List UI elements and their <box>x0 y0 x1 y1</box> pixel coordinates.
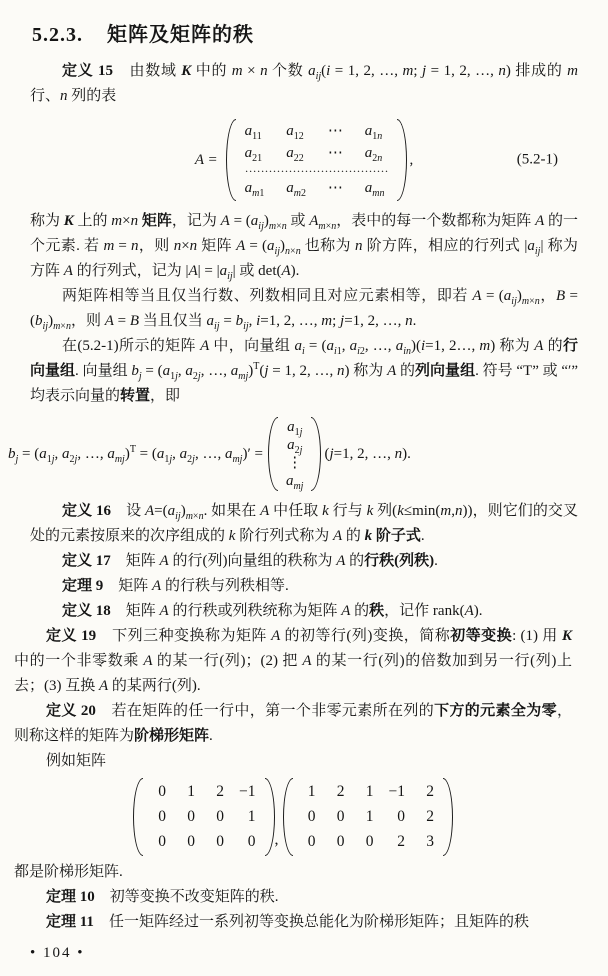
left-paren <box>268 417 278 491</box>
matrix-cell: ⋯ <box>327 123 343 139</box>
matrix-cell: 0 <box>365 833 374 850</box>
section-title: 矩阵及矩阵的秩 <box>107 24 254 46</box>
matrix-separator-comma: , <box>274 831 279 848</box>
matrix-cell: −1 <box>239 783 256 800</box>
matrix-cell: 0 <box>336 808 345 825</box>
matrix-cell: $a_{12}$ <box>286 123 304 142</box>
matrix-a-lhs: A = <box>194 151 218 168</box>
matrix-cell: 0 <box>187 833 195 850</box>
matrix-cell: 0 <box>216 833 224 850</box>
matrix-cell: $a_{1n}$ <box>364 123 383 142</box>
matrix-cell: 0 <box>336 833 345 850</box>
example-matrices <box>14 777 572 857</box>
lower-page-block <box>14 624 572 935</box>
matrix-cell: 0 <box>247 833 256 850</box>
column-vector-body <box>281 417 309 491</box>
matrix-cell: $a_{m1}$ <box>244 180 265 199</box>
matrix-cell: $a_{11}$ <box>244 123 262 142</box>
matrix-cell: 1 <box>187 783 195 800</box>
matrix-cell: 3 <box>426 833 434 850</box>
page-number: • 104 • <box>30 945 85 961</box>
matrix-cell: 0 <box>158 833 166 850</box>
paragraph-example-outro: 都是阶梯形矩阵. <box>14 864 123 880</box>
matrix-cell: 1 <box>307 783 316 800</box>
paragraph-matrix-naming: 称为 K 上的 m×n 矩阵，记为 $A = (a_{ij})_{m\times n}$ 或 $A_{m\times n}$，表中的每一个数都称为矩阵 A 的一个元素. 若 m = n，则 n×n 矩阵 $A = (a_{ij})_{n\times n}$ 也称为 n 阶方阵，相应的行列式 $|a_{ij}|$ 称为方阵 A 的行列式，记为 $|A| = |a_{ij}|$ 或 det(A). <box>30 213 578 282</box>
echelon-matrix-1 <box>133 778 275 856</box>
left-paren <box>283 778 293 856</box>
right-paren <box>311 417 321 491</box>
paragraph-definition-20: 定义 20 若在矩阵的任一行中，第一个非零元素所在列的下方的元素全为零，则称这样的矩阵为阶梯形矩阵. <box>14 703 572 744</box>
paragraph-definition-16: 定义 16 设 $A=(a_{ij})_{m\times n}$. 如果在 A 中任取 k 行与 k 列(k≤min(m,n))，则它们的交叉处的元素按原来的次序组成的 k 阶行列式称为 A 的 k 阶子式. <box>30 503 578 544</box>
matrix-cell: 0 <box>187 808 195 825</box>
matrix-cell: 2 <box>216 783 224 800</box>
echelon-matrix-1-body <box>146 778 262 856</box>
equation-number: (5.2-1) <box>516 151 558 168</box>
matrix-cell: $a_{1j}$ <box>287 419 303 438</box>
echelon-matrix-2-body <box>296 778 441 856</box>
matrix-cell: 2 <box>426 783 434 800</box>
paragraph-row-column-vectors: 在(5.2-1)所示的矩阵 A 中，向量组 $a_i = (a_{i1}$, $a_{i2}$, …, $a_{in})(i=1$, 2…, m) 称为 A 的行向量组. 向量组 $b_j = (a_{1j}$, $a_{2j}$, …, $a_{mj})^T(j = 1$, 2, …, n) 称为 A 的列向量组. 符号 “T” 或 “′” 均表示向量的转置，即 <box>30 338 578 404</box>
matrix-cell: 2 <box>336 783 345 800</box>
echelon-matrix-2 <box>283 778 454 856</box>
matrix-cell: 2 <box>426 808 434 825</box>
matrix-cell: $a_{m2}$ <box>286 180 306 199</box>
matrix-cell: 1 <box>247 808 256 825</box>
paragraph-definition-15: 定义 15 由数域 K 中的 m × n 个数 $a_{ij}(i = 1$, 2, …, m; j = 1, 2, …, n) 排成的 m 行、n 列的表 <box>30 63 578 104</box>
matrix-cell: ⋯ <box>327 145 343 161</box>
equation-comma: , <box>409 151 414 168</box>
matrix-cell: 0 <box>307 808 316 825</box>
right-paren <box>397 119 407 201</box>
matrix-cell: $a_{2j}$ <box>287 437 303 456</box>
paragraph-definition-18: 定义 18 矩阵 A 的行秩或列秩统称为矩阵 A 的秩，记作 rank(A). <box>62 603 483 619</box>
matrix-cell: $a_{2n}$ <box>364 145 383 164</box>
section-number: 5.2.3. <box>32 24 83 46</box>
column-vector-lhs: $b_j = (a_{1j}$, $a_{2j}$, …, $a_{mj})^T = (a_{1j}$, $a_{2j}$, …, $a_{mj})'$ = <box>8 443 263 465</box>
matrix-cell: ⋯ <box>327 180 343 196</box>
matrix-cell: −1 <box>388 783 405 800</box>
left-paren <box>133 778 143 856</box>
matrix-cell: 0 <box>307 833 316 850</box>
paragraph-definition-19: 定义 19 下列三种变换称为矩阵 A 的初等行(列)变换，简称初等变换: (1) 用 K 中的一个非零数乘 A 的某一行(列)；(2) 把 A 的某一行(列)的倍数加到另一行(列)上去；(3) 互换 A 的某两行(列). <box>14 628 573 694</box>
matrix-cell: $a_{22}$ <box>286 145 304 164</box>
equation-5-2-1 <box>30 115 578 205</box>
matrix-cell: $a_{21}$ <box>244 145 263 164</box>
matrix-cell: ···································· <box>244 164 389 178</box>
matrix-cell: $a_{mn}$ <box>364 180 385 199</box>
matrix-cell: 1 <box>365 783 374 800</box>
matrix-cell: 0 <box>397 808 405 825</box>
paragraph-matrix-equality: 两矩阵相等当且仅当行数、列数相同且对应元素相等，即若 $A = (a_{ij})_{m\times n}$，$B = (b_{ij})_{m\times n}$，则 A = B 当且仅当 $a_{ij} = b_{ij}$, i=1, 2, …, m; j=1, 2, …, n. <box>30 288 578 332</box>
column-vector-matrix <box>268 417 322 491</box>
paragraph-example-intro: 例如矩阵 <box>46 753 107 769</box>
matrix-cell: 0 <box>158 783 166 800</box>
paragraph-theorem-9: 定理 9 矩阵 A 的行秩与列秩相等. <box>62 578 289 594</box>
right-paren <box>443 778 453 856</box>
paragraph-definition-17: 定义 17 矩阵 A 的行(列)向量组的秩称为 A 的行秩(列秩). <box>62 553 438 569</box>
matrix-cell: 0 <box>216 808 224 825</box>
matrix-cell: 1 <box>365 808 374 825</box>
matrix-cell: ⋮ <box>287 455 303 471</box>
matrix-cell: 2 <box>397 833 405 850</box>
right-paren <box>265 778 275 856</box>
matrix-cell: 0 <box>158 808 166 825</box>
matrix-a-body <box>239 119 395 201</box>
left-paren <box>226 119 236 201</box>
paragraph-theorem-11: 定理 11 任一矩阵经过一系列初等变换总能化为阶梯形矩阵；且矩阵的秩 <box>46 914 529 930</box>
equation-column-vector <box>8 413 578 495</box>
matrix-cell: $a_{mj}$ <box>285 473 304 492</box>
section-heading <box>32 18 578 47</box>
matrix-a <box>226 119 408 201</box>
paragraph-theorem-10: 定理 10 初等变换不改变矩阵的秩. <box>46 889 279 905</box>
column-vector-rhs: (j=1, 2, …, n). <box>324 445 411 462</box>
